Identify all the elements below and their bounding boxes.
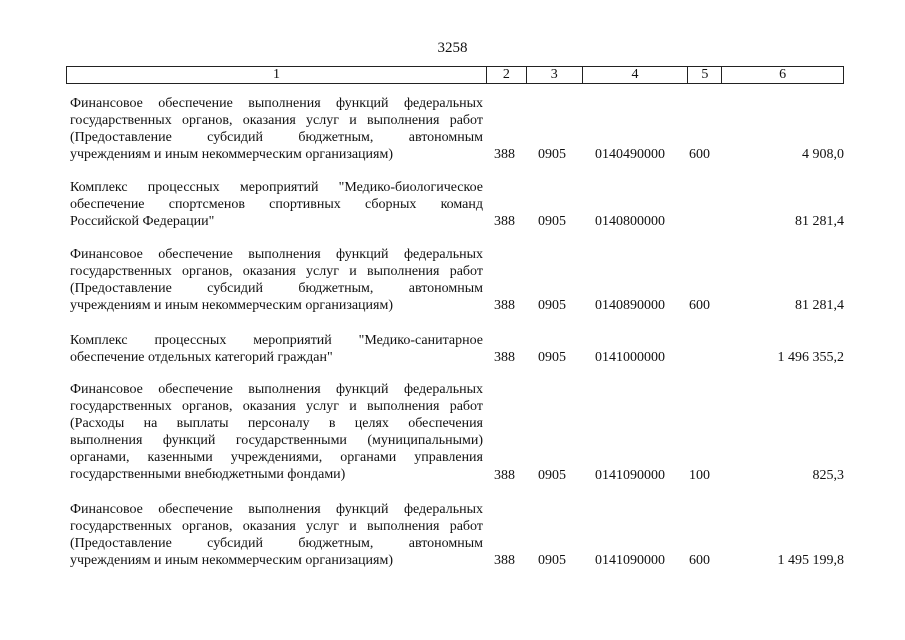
header-col-3: 3 xyxy=(527,67,583,83)
col-5-value: 600 xyxy=(689,553,710,568)
description-line: государственных органов, оказания услуг и выполнения работ xyxy=(70,519,483,534)
col-2-value: 388 xyxy=(494,214,515,229)
description-line: учреждениям и иным некоммерческим организациям) xyxy=(70,553,394,568)
col-3-value: 0905 xyxy=(538,553,566,568)
description-line: Финансовое обеспечение выполнения функций федеральных xyxy=(70,502,483,517)
description-line: Финансовое обеспечение выполнения функций федеральных xyxy=(70,96,483,111)
col-6-value: 81 281,4 xyxy=(795,298,844,313)
col-3-value: 0905 xyxy=(538,298,566,313)
row-description xyxy=(70,95,483,163)
description-line: органами, казенными учреждениями, органами управления xyxy=(70,450,483,465)
col-2-value: 388 xyxy=(494,147,515,162)
description-line: (Расходы на выплаты персоналу в целях обеспечения xyxy=(70,416,483,431)
description-line: государственными внебюджетными фондами) xyxy=(70,467,346,482)
col-2-value: 388 xyxy=(494,468,515,483)
col-6-value: 4 908,0 xyxy=(802,147,844,162)
row-description xyxy=(70,179,483,230)
col-3-value: 0905 xyxy=(538,147,566,162)
col-4-value: 0141000000 xyxy=(595,350,665,365)
header-col-2: 2 xyxy=(487,67,527,83)
description-line: Финансовое обеспечение выполнения функций федеральных xyxy=(70,382,483,397)
col-3-value: 0905 xyxy=(538,214,566,229)
description-line: (Предоставление субсидий бюджетным, автономным xyxy=(70,130,483,145)
description-line: Комплекс процессных мероприятий "Медико-биологическое xyxy=(70,180,483,195)
col-2-value: 388 xyxy=(494,350,515,365)
col-3-value: 0905 xyxy=(538,350,566,365)
description-line: государственных органов, оказания услуг и выполнения работ xyxy=(70,113,483,128)
header-col-4: 4 xyxy=(583,67,689,83)
col-4-value: 0140800000 xyxy=(595,214,665,229)
col-6-value: 81 281,4 xyxy=(795,214,844,229)
description-line: Российской Федерации" xyxy=(70,214,215,229)
row-description xyxy=(70,381,483,483)
header-col-1: 1 xyxy=(67,67,487,83)
col-3-value: 0905 xyxy=(538,468,566,483)
description-line: (Предоставление субсидий бюджетным, автономным xyxy=(70,281,483,296)
col-6-value: 825,3 xyxy=(812,468,844,483)
col-5-value: 100 xyxy=(689,468,710,483)
table-header xyxy=(66,66,844,84)
description-line: Комплекс процессных мероприятий "Медико-санитарное xyxy=(70,333,483,348)
col-2-value: 388 xyxy=(494,553,515,568)
col-2-value: 388 xyxy=(494,298,515,313)
header-col-6: 6 xyxy=(779,67,787,82)
col-4-value: 0140490000 xyxy=(595,147,665,162)
col-5-value: 600 xyxy=(689,298,710,313)
col-4-value: 0141090000 xyxy=(595,553,665,568)
description-line: Финансовое обеспечение выполнения функций федеральных xyxy=(70,247,483,262)
description-line: выполнения функций государственными (муниципальными) xyxy=(70,433,483,448)
row-description xyxy=(70,332,483,366)
description-line: обеспечение спортсменов спортивных сборных команд xyxy=(70,197,483,212)
description-line: государственных органов, оказания услуг и выполнения работ xyxy=(70,399,483,414)
description-line: учреждениям и иным некоммерческим организациям) xyxy=(70,147,394,162)
row-description xyxy=(70,246,483,314)
col-4-value: 0141090000 xyxy=(595,468,665,483)
col-6-value: 1 496 355,2 xyxy=(777,350,844,365)
header-col-5: 5 xyxy=(688,67,722,83)
description-line: обеспечение отдельных категорий граждан" xyxy=(70,350,333,365)
col-6-value: 1 495 199,8 xyxy=(777,553,844,568)
col-4-value: 0140890000 xyxy=(595,298,665,313)
description-line: учреждениям и иным некоммерческим организациям) xyxy=(70,298,394,313)
col-5-value: 600 xyxy=(689,147,710,162)
row-description xyxy=(70,501,483,569)
page-number: 3258 xyxy=(437,40,468,56)
description-line: (Предоставление субсидий бюджетным, автономным xyxy=(70,536,483,551)
description-line: государственных органов, оказания услуг и выполнения работ xyxy=(70,264,483,279)
